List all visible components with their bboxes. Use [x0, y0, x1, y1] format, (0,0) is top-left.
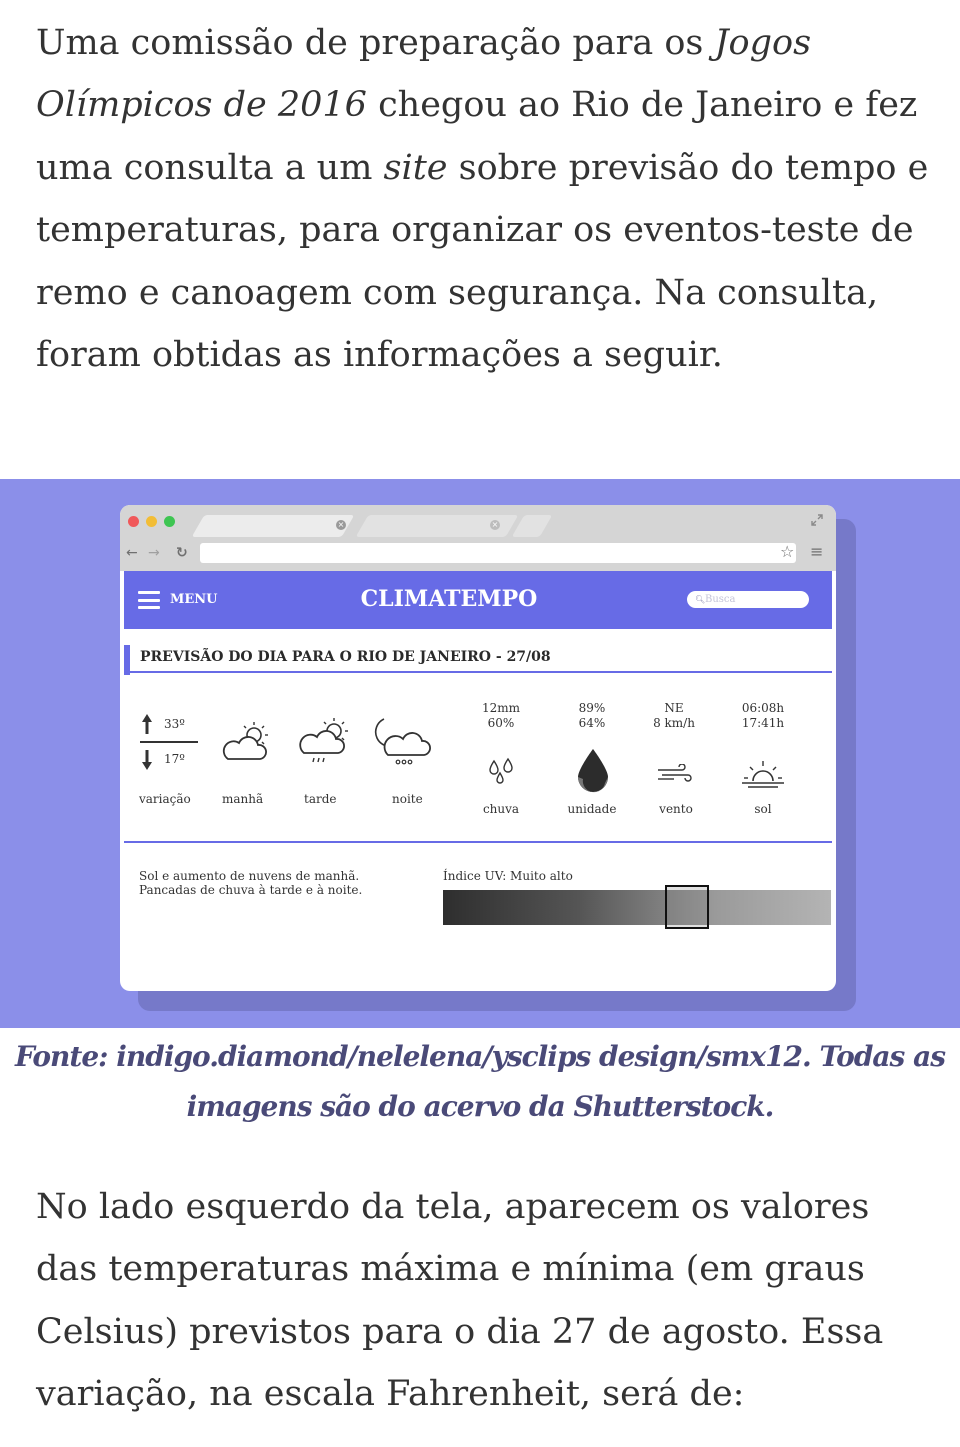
- humidity-max: 89%: [578, 701, 606, 715]
- rain-amount: 12mm: [481, 701, 521, 715]
- expand-icon[interactable]: [810, 513, 824, 527]
- summary-line-1: Sol e aumento de nuvens de manhã.: [139, 869, 360, 883]
- wind-icon: [656, 764, 694, 784]
- browser-menu-icon[interactable]: ≡: [810, 542, 824, 561]
- sunrise-time: 06:08h: [741, 701, 785, 715]
- cloud-rain-sun-icon: [298, 715, 352, 767]
- minimize-window-dot[interactable]: [146, 516, 157, 527]
- intro-text-1: Uma comissão de preparação para os: [36, 23, 715, 63]
- rain-probability: 60%: [487, 716, 515, 730]
- temperature-min: 17º: [164, 752, 185, 766]
- partly-cloudy-sun-icon: [220, 719, 272, 763]
- uv-level-marker: [665, 885, 709, 929]
- intro-text-2: chegou ao Rio de Janeiro e fez uma consulta a um: [36, 85, 918, 188]
- new-tab-button[interactable]: [512, 515, 553, 537]
- temperature-range-icon: [140, 712, 154, 772]
- wind-direction: NE: [664, 701, 684, 715]
- uv-gradient-scale: [443, 890, 831, 925]
- humidity-min: 64%: [578, 716, 606, 730]
- menu-label[interactable]: MENU: [170, 592, 218, 607]
- metric-rain-label: chuva: [482, 802, 520, 816]
- top-divider: [124, 671, 832, 673]
- search-input[interactable]: [687, 591, 809, 608]
- intro-emphasis-site: site: [383, 147, 448, 188]
- water-drop-icon: [575, 747, 611, 793]
- intro-text-3: sobre previsão do tempo e temperaturas, para organizar os eventos-teste de remo e canoagem com segurança. Na consulta, foram obtidas as informações a seguir.: [36, 147, 929, 376]
- weather-illustration: [0, 479, 960, 1028]
- address-bar[interactable]: [200, 543, 796, 563]
- site-brand: CLIMATEMPO: [360, 586, 538, 612]
- period-morning-label: manhã: [222, 792, 264, 806]
- tab-close-icon[interactable]: ×: [337, 520, 345, 529]
- sunset-time: 17:41h: [741, 716, 785, 730]
- bookmark-star-icon[interactable]: ☆: [780, 542, 795, 561]
- cloud-moon-rain-icon: [370, 715, 434, 767]
- browser-chrome: [120, 505, 836, 571]
- maximize-window-dot[interactable]: [164, 516, 175, 527]
- browser-tab-1[interactable]: [192, 515, 355, 537]
- browser-window: [120, 505, 836, 991]
- uv-index-label: Índice UV: Muito alto: [443, 869, 573, 883]
- reload-icon[interactable]: ↻: [176, 545, 188, 561]
- search-icon: 🔍︎: [695, 595, 706, 604]
- sunrise-icon: [740, 757, 786, 791]
- intro-emphasis-games: Jogos Olímpicos de 2016: [36, 23, 812, 126]
- raindrops-icon: [486, 757, 520, 785]
- site-header: [124, 571, 832, 629]
- intro-paragraph: [36, 12, 941, 386]
- metric-humidity-label: unidade: [567, 802, 617, 816]
- bottom-divider: [124, 841, 832, 843]
- temperature-divider: [154, 741, 198, 745]
- metric-sun-label: sol: [754, 802, 772, 816]
- temperature-variation-label: variação: [139, 792, 191, 806]
- search-placeholder: Busca: [705, 594, 736, 605]
- wind-speed: 8 km/h: [653, 716, 695, 730]
- period-afternoon-label: tarde: [304, 792, 337, 806]
- summary-line-2: Pancadas de chuva à tarde e à noite.: [139, 883, 363, 897]
- tab-close-icon-2[interactable]: ×: [491, 520, 499, 529]
- forecast-title: PREVISÃO DO DIA PARA O RIO DE JANEIRO - 27/08: [140, 649, 551, 665]
- metric-wind-label: vento: [659, 802, 693, 816]
- forward-arrow-icon[interactable]: →: [148, 545, 160, 561]
- period-night-label: noite: [392, 792, 423, 806]
- close-window-dot[interactable]: [128, 516, 139, 527]
- question-paragraph: No lado esquerdo da tela, aparecem os valores das temperaturas máxima e mínima (em graus Celsius) previstos para o dia 27 de agosto. Essa variação, na escala Fahrenheit, será de:: [36, 1187, 884, 1415]
- back-arrow-icon[interactable]: ←: [126, 545, 138, 561]
- image-caption: Fonte: indigo.diamond/nelelena/ysclips design/smx12. Todas as imagens são do acervo da Shutterstock.: [15, 1040, 945, 1123]
- temperature-max: 33º: [164, 717, 185, 731]
